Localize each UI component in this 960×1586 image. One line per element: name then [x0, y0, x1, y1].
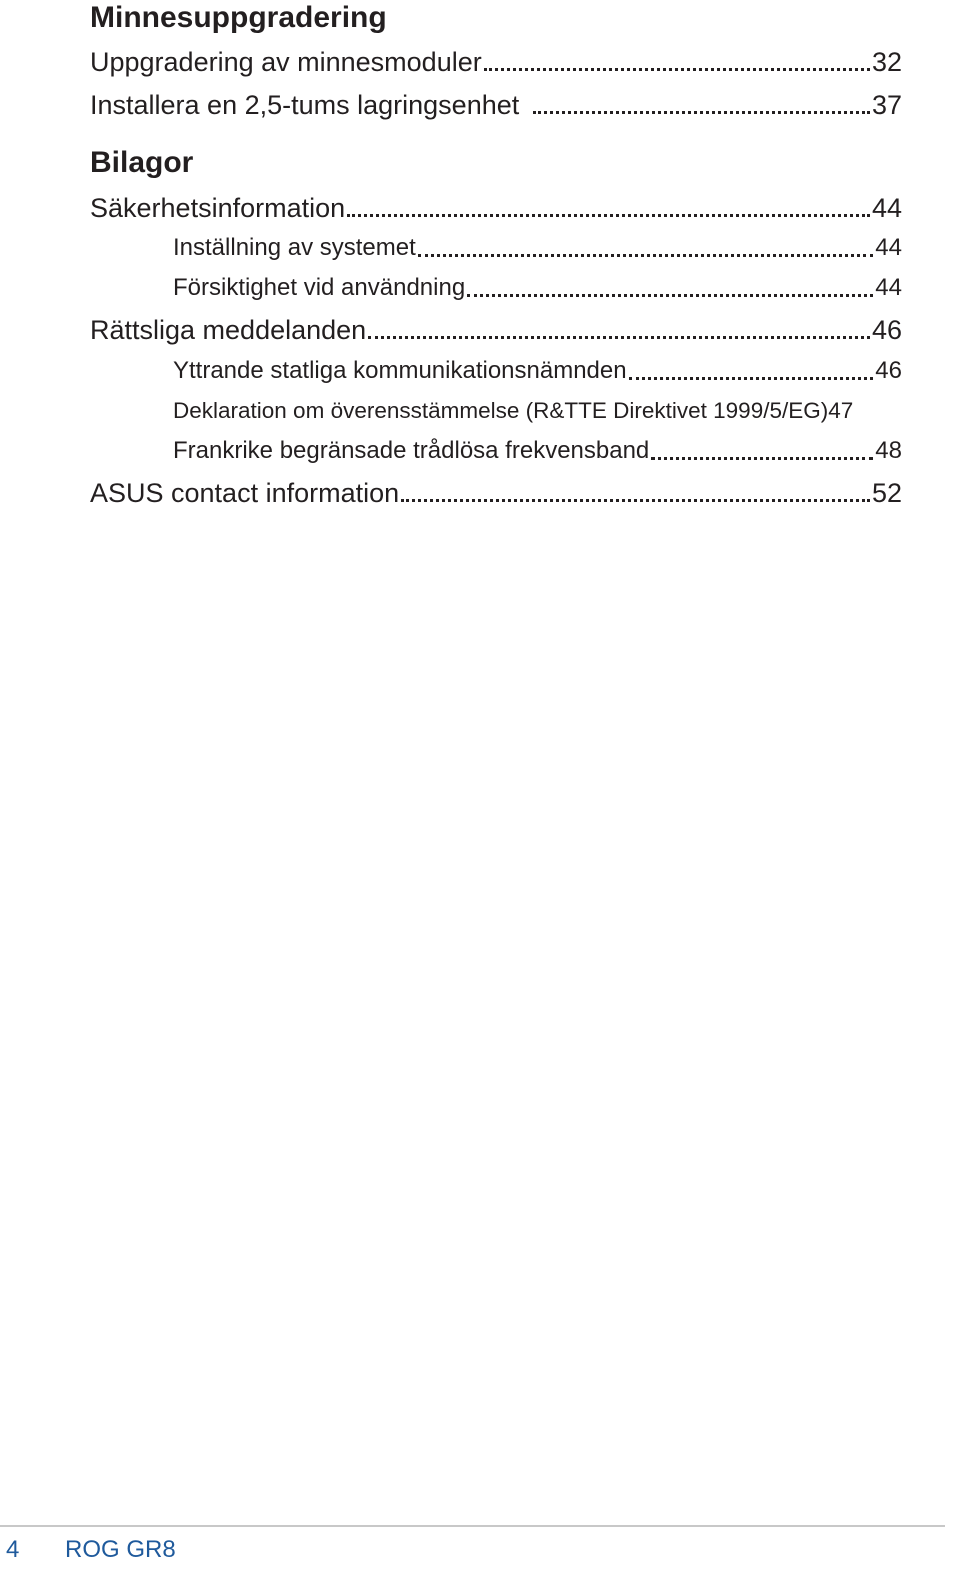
dot-leader	[629, 377, 874, 380]
footer-divider	[0, 1525, 945, 1527]
dot-leader	[467, 294, 873, 297]
toc-entry-title: Försiktighet vid användning	[173, 274, 466, 301]
toc-entry-rattsliga-meddelanden[interactable]	[90, 312, 902, 348]
toc-entry-installera-lagringsenhet[interactable]	[90, 87, 902, 123]
dot-leader	[401, 499, 870, 502]
footer-page-number: 4	[6, 1536, 20, 1563]
toc-entry-sakerhetsinformation[interactable]	[90, 190, 902, 226]
dot-leader	[368, 336, 870, 339]
toc-entry-page: 46	[875, 357, 902, 384]
section-heading-minnesuppgradering: Minnesuppgradering	[90, 1, 387, 34]
toc-entry-page: 52	[871, 478, 902, 508]
toc-entry-yttrande-kommunikationsnamnden[interactable]	[173, 353, 902, 389]
toc-entry-frankrike-frekvensband[interactable]	[173, 433, 902, 469]
toc-entry-page: 47	[828, 398, 854, 423]
toc-entry-title: Uppgradering av minnesmoduler	[90, 47, 482, 77]
dot-leader	[418, 254, 874, 257]
toc-entry-page: 44	[875, 274, 902, 301]
dot-leader	[533, 111, 870, 114]
section-heading-bilagor: Bilagor	[90, 146, 194, 179]
footer-product-name: ROG GR8	[65, 1536, 176, 1563]
toc-entry-asus-contact-information[interactable]	[90, 475, 902, 511]
toc-entry-deklaration-overensstammelse[interactable]	[173, 393, 902, 429]
toc-entry-page: 32	[871, 47, 902, 77]
dot-leader	[651, 457, 873, 460]
toc-entry-title: Yttrande statliga kommunikationsnämnden	[173, 357, 627, 384]
toc-entry-page: 44	[875, 234, 902, 261]
toc-entry-title: Säkerhetsinformation	[90, 193, 346, 223]
toc-entry-title: Installera en 2,5-tums lagringsenhet	[90, 90, 520, 120]
dot-leader	[347, 214, 870, 217]
toc-entry-forsiktighet[interactable]	[173, 270, 902, 306]
toc-entry-page: 46	[871, 315, 902, 345]
toc-entry-page: 48	[875, 437, 902, 464]
toc-entry-page: 37	[871, 90, 902, 120]
dot-leader	[484, 68, 870, 71]
toc-entry-page: 44	[871, 193, 902, 223]
toc-entry-title: Deklaration om överensstämmelse (R&TTE Direktivet 1999/5/EG)	[173, 398, 829, 423]
toc-entry-title: Rättsliga meddelanden	[90, 315, 367, 345]
toc-entry-title: Inställning av systemet	[173, 234, 416, 261]
toc-entry-uppgradering-minnesmoduler[interactable]	[90, 44, 902, 80]
toc-entry-title: Frankrike begränsade trådlösa frekvensband	[173, 437, 650, 464]
toc-entry-installning-systemet[interactable]	[173, 230, 902, 266]
toc-entry-title: ASUS contact information	[90, 478, 400, 508]
